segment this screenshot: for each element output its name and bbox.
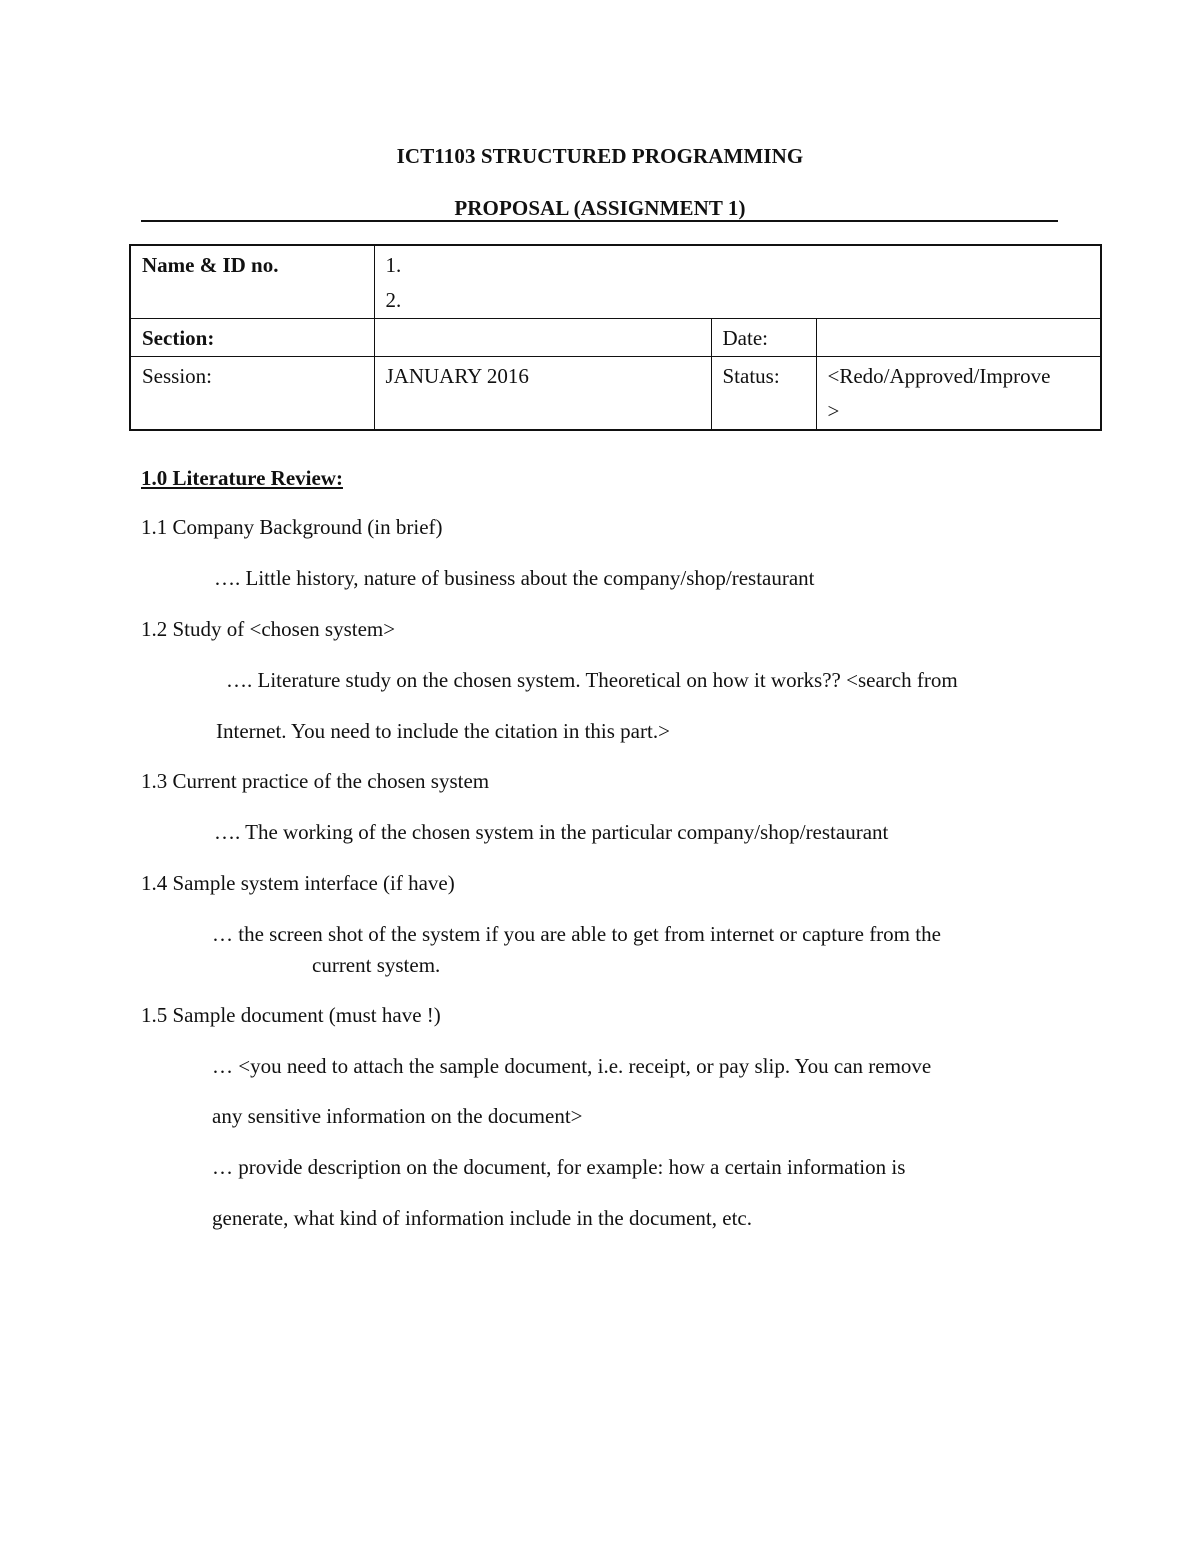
subsection-text-1-4-a: … the screen shot of the system if you are able to get from internet or capture from the [212, 922, 941, 946]
date-label: Date: [711, 319, 816, 357]
subsection-text-1-5-c: … provide description on the document, for example: how a certain information is [212, 1155, 906, 1179]
subsection-title-1-4: 1.4 Sample system interface (if have) [141, 871, 455, 895]
course-title: ICT1103 STRUCTURED PROGRAMMING [396, 144, 804, 168]
subsection-text-1-2-b: Internet. You need to include the citation in this part.> [216, 719, 670, 743]
session-label: Session: [130, 357, 374, 431]
section-value[interactable] [374, 319, 711, 357]
section-heading: 1.0 Literature Review: [141, 466, 343, 490]
document-title: PROPOSAL (ASSIGNMENT 1) [454, 196, 746, 220]
status-value-line-1: <Redo/Approved/Improve [827, 364, 1051, 388]
status-label: Status: [711, 357, 816, 431]
status-value-line-2: > [827, 399, 840, 423]
subsection-title-1-5: 1.5 Sample document (must have !) [141, 1003, 441, 1027]
subsection-text-1-4-b: current system. [312, 953, 441, 977]
name-line-1: 1. [385, 253, 402, 277]
subsection-text-1-5-a: … <you need to attach the sample document, i.e. receipt, or pay slip. You can remove [212, 1054, 932, 1078]
subsection-text-1-5-d: generate, what kind of information include in the document, etc. [212, 1206, 752, 1230]
name-line-2: 2. [385, 288, 402, 312]
subsection-text-1-1: …. Little history, nature of business about the company/shop/restaurant [214, 566, 815, 590]
subsection-text-1-3: …. The working of the chosen system in the particular company/shop/restaurant [214, 820, 889, 844]
subsection-title-1-2: 1.2 Study of <chosen system> [141, 617, 396, 641]
subsection-text-1-5-b: any sensitive information on the document> [212, 1104, 583, 1128]
name-value-cell[interactable] [374, 245, 1101, 319]
table-row [130, 245, 1101, 319]
session-value: JANUARY 2016 [374, 357, 711, 431]
subsection-text-1-2-a: …. Literature study on the chosen system. Theoretical on how it works?? <search from [226, 668, 958, 692]
name-label: Name & ID no. [130, 245, 374, 319]
table-row [130, 357, 1101, 431]
info-table [129, 244, 1102, 431]
section-label: Section: [130, 319, 374, 357]
table-row [130, 319, 1101, 357]
title-divider [141, 220, 1058, 222]
subsection-title-1-1: 1.1 Company Background (in brief) [141, 515, 443, 539]
status-value-cell[interactable] [816, 357, 1101, 431]
subsection-title-1-3: 1.3 Current practice of the chosen system [141, 769, 490, 793]
date-value[interactable] [816, 319, 1101, 357]
